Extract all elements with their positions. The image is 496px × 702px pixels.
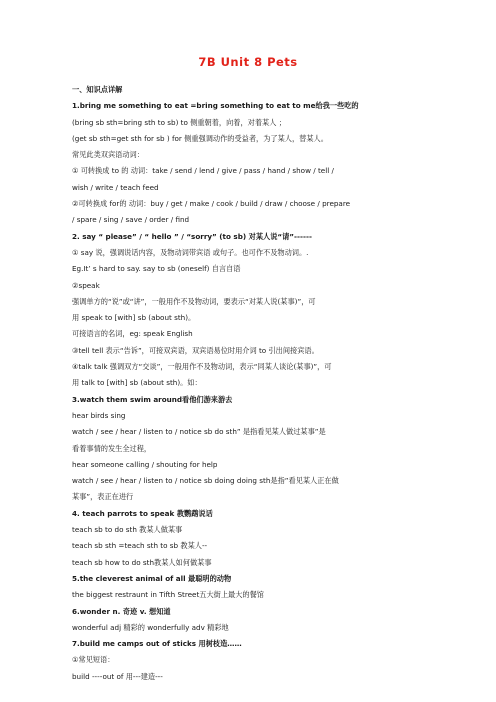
document-title: 7B Unit 8 Pets <box>198 55 298 69</box>
text-line: 用 talk to [with] sb (about sth)。如： <box>72 378 202 388</box>
point-1-heading: 1.bring me something to eat =bring something to eat to me给我一些吃的 <box>72 101 359 111</box>
text-line: 用 speak to [with] sb (about sth)。 <box>72 313 196 323</box>
text-line: build ----out of 用---建造--- <box>72 671 163 681</box>
text-line: ① 可转换成 to 的 动词：take / send / lend / give / pass / hand / show / tell / <box>72 166 334 176</box>
point-5-heading: 5.the cleverest animal of all 最聪明的动物 <box>72 573 232 583</box>
text-line: teach sb to do sth 教某人做某事 <box>72 525 183 535</box>
text-line: Eg.It’ s hard to say. say to sb (oneself) 自言自语 <box>72 264 241 274</box>
text-line: (bring sb sth=bring sth to sb) to 侧重朝着，向着，对着某人 ； <box>72 117 286 127</box>
text-line: wonderful adj 精彩的 wonderfully adv 精彩地 <box>72 622 229 632</box>
text-line: ①常见短语： <box>72 655 115 665</box>
point-6-heading: 6.wonder n. 奇迹 v. 想知道 <box>72 606 171 616</box>
text-line: 看着事情的发生全过程， <box>72 443 152 453</box>
text-line: 常见此类双宾语动词： <box>72 150 144 160</box>
text-line: 可接语言的名词，eg: speak English <box>72 329 193 339</box>
point-4-heading: 4. teach parrots to speak 教鹦鹉说话 <box>72 508 213 518</box>
text-line: 强调单方的“说”或“讲”，一般用作不及物动词，要表示“对某人说(某事)”，可 <box>72 296 316 306</box>
text-line: (get sb sth=get sth for sb ) for 侧重强调动作的受益者，为了某人，替某人。 <box>72 133 328 143</box>
text-line: ① say 说，强调说话内容，及物动词带宾语 或句子。也可作不及物动词。. <box>72 247 309 257</box>
document-body <box>72 82 432 685</box>
text-line: watch / see / hear / listen to / notice sb do sth” 是指看见某人做过某事”是 <box>72 427 326 437</box>
text-line: hear someone calling / shouting for help <box>72 459 218 469</box>
point-7-heading: 7.build me camps out of sticks 用树枝造…… <box>72 639 242 649</box>
text-line: the biggest restraunt in Tifth Street五大街上最大的餐馆 <box>72 590 264 600</box>
point-3-heading: 3.watch them swim around看他们游来游去 <box>72 394 233 404</box>
section-heading: 一、知识点详解 <box>72 85 123 94</box>
point-2-heading: 2. say “ please” / “ hello ” / “sorry” (to sb) 对某人说“请”------ <box>72 231 312 241</box>
text-line: ③tell tell 表示“告诉”，可接双宾语，双宾语易位时用介词 to 引出间接宾语。 <box>72 345 319 355</box>
text-line: watch / see / hear / listen to / notice sb doing doing sth是指”看见某人正在做 <box>72 476 339 486</box>
text-line: wish / write / teach feed <box>72 182 159 192</box>
text-line: hear birds sing <box>72 410 126 420</box>
text-line: ②speak <box>72 280 100 290</box>
text-line: ④talk talk 强调双方“交谈”，一般用作不及物动词，表示“同某人谈论(某事)”，可 <box>72 362 332 372</box>
text-line: 某事”，表正在进行 <box>72 492 134 502</box>
text-line: teach sb sth =teach sth to sb 教某人-- <box>72 541 208 551</box>
text-line: / spare / sing / save / order / find <box>72 215 190 225</box>
text-line: ②可转换成 for的 动词：buy / get / make / cook / build / draw / choose / prepare <box>72 199 351 209</box>
text-line: teach sb how to do sth教某人如何做某事 <box>72 557 212 567</box>
